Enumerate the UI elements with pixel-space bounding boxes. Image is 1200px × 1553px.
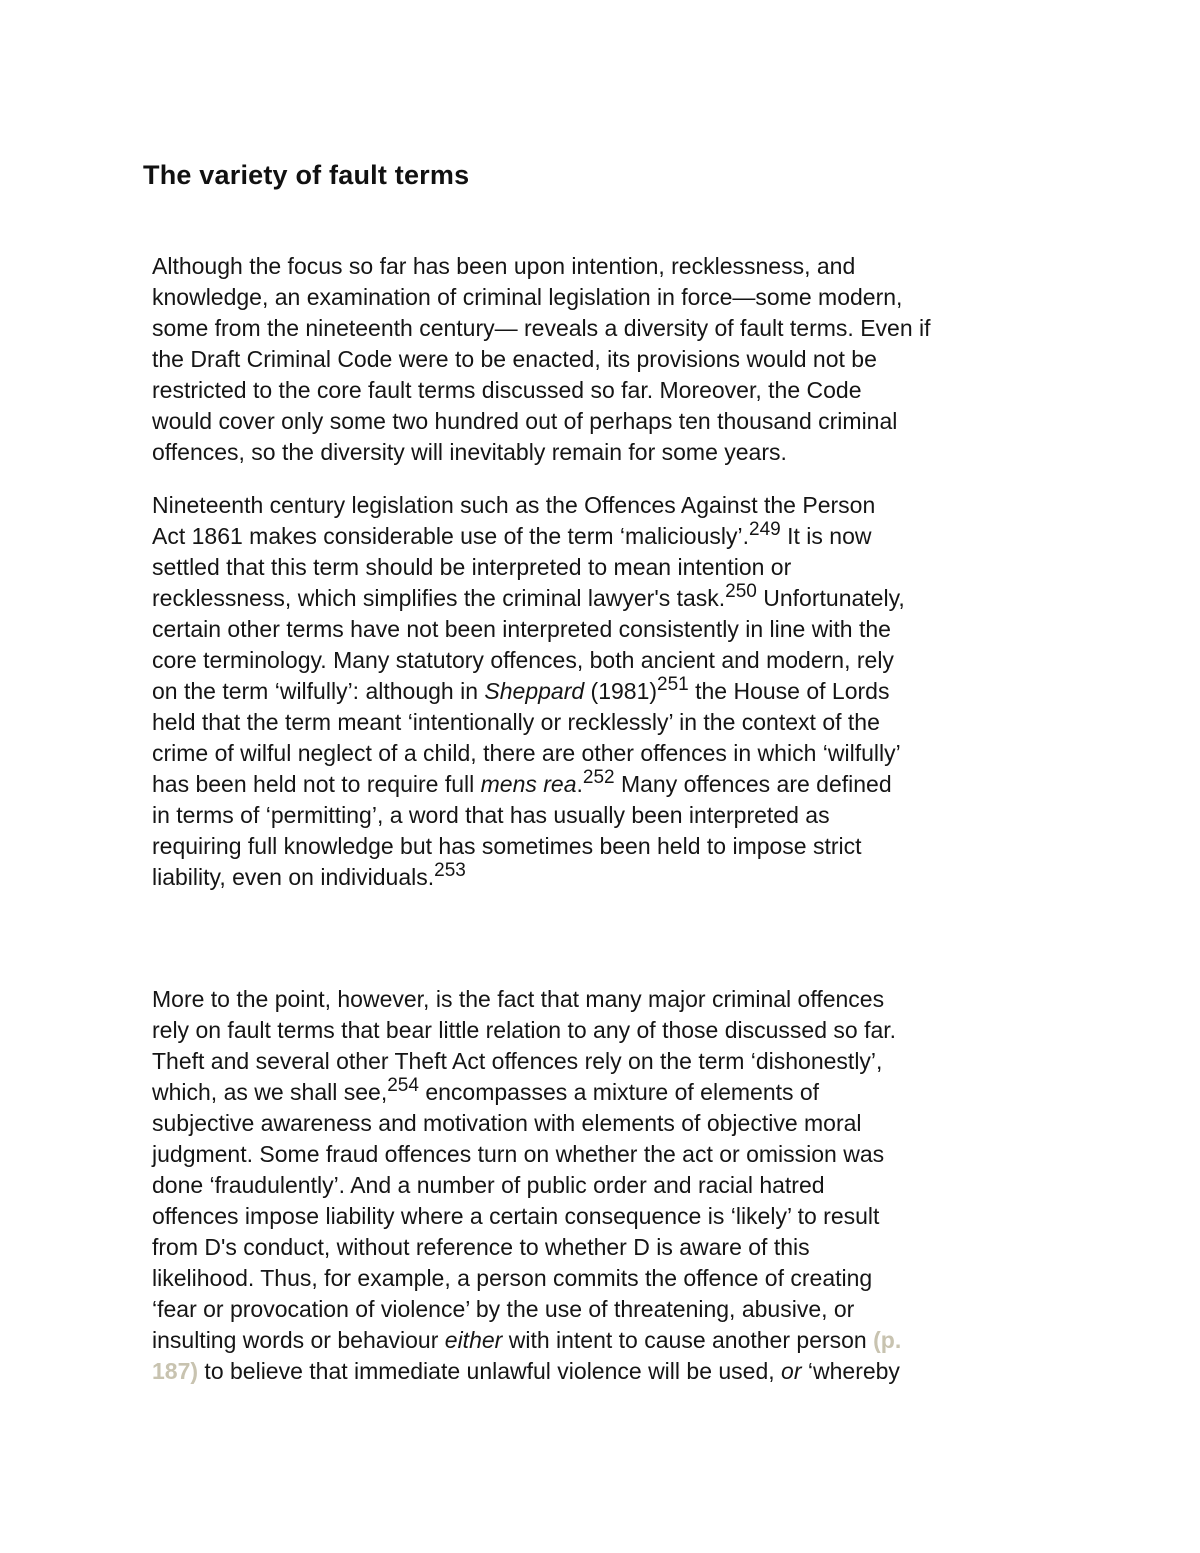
text-line [152,1077,1072,1108]
text-line: judgment. Some fraud offences turn on whether the act or omission was [152,1141,885,1167]
text-line [152,1356,1072,1387]
text-line: offences, so the diversity will inevitably remain for some years. [152,439,787,465]
text-segment: (1981) [584,678,658,704]
text-line [152,583,1072,614]
text-line: More to the point, however, is the fact that many major criminal offences [152,986,885,1012]
text-segment: ‘whereby [801,1358,900,1384]
text-segment: recklessness, which simplifies the criminal lawyer's task. [152,585,726,611]
paragraph-major-offences [152,984,1072,1387]
text-line: core terminology. Many statutory offences, both ancient and modern, rely [152,647,894,673]
text-line: settled that this term should be interpreted to mean intention or [152,554,792,580]
text-segment: insulting words or behaviour [152,1327,445,1353]
text-segment: It is now [780,523,872,549]
case-name: Sheppard [484,678,585,704]
text-line: requiring full knowledge but has sometimes been held to impose strict [152,833,862,859]
latin-term: mens rea [480,771,577,797]
text-segment: liability, even on individuals. [152,864,435,890]
footnote-ref-250[interactable]: 250 [725,581,757,602]
footnote-ref-254[interactable]: 254 [387,1075,419,1096]
text-segment: to believe that immediate unlawful violence will be used, [198,1358,782,1384]
text-segment: Many offences are defined [614,771,892,797]
page-reference-start: (p. [873,1327,902,1353]
text-line: rely on fault terms that bear little relation to any of those discussed so far. [152,1017,897,1043]
emphasis-or: or [781,1358,802,1384]
text-line: Although the focus so far has been upon intention, recklessness, and [152,253,856,279]
text-line: crime of wilful neglect of a child, there are other offences in which ‘wilfully’ [152,740,901,766]
text-segment: on the term ‘wilfully’: although in [152,678,485,704]
text-line: done ‘fraudulently’. And a number of public order and racial hatred [152,1172,825,1198]
footnote-ref-253[interactable]: 253 [434,860,466,881]
text-line: Theft and several other Theft Act offences rely on the term ‘dishonestly’, [152,1048,883,1074]
text-line: Nineteenth century legislation such as the Offences Against the Person [152,492,876,518]
text-line: restricted to the core fault terms discussed so far. Moreover, the Code [152,377,862,403]
text-line [152,676,1072,707]
text-line: some from the nineteenth century— reveals a diversity of fault terms. Even if [152,315,931,341]
footnote-ref-249[interactable]: 249 [749,519,781,540]
text-line: from D's conduct, without reference to whether D is aware of this [152,1234,810,1260]
text-segment: encompasses a mixture of elements of [418,1079,820,1105]
text-line: in terms of ‘permitting’, a word that has usually been interpreted as [152,802,830,828]
text-line: the Draft Criminal Code were to be enacted, its provisions would not be [152,346,877,372]
text-segment: has been held not to require full [152,771,481,797]
text-segment: Unfortunately, [756,585,905,611]
text-line [152,769,1072,800]
footnote-ref-252[interactable]: 252 [582,767,615,788]
text-segment: with intent to cause another person [502,1327,874,1353]
text-line [152,862,1072,893]
page-reference-end: 187) [152,1358,199,1384]
text-line: certain other terms have not been interpreted consistently in line with the [152,616,891,642]
emphasis-either: either [444,1327,503,1353]
text-line: knowledge, an examination of criminal legislation in force—some modern, [152,284,903,310]
text-line: subjective awareness and motivation with elements of objective moral [152,1110,862,1136]
text-line [152,521,1072,552]
text-line: held that the term meant ‘intentionally or recklessly’ in the context of the [152,709,880,735]
text-line: likelihood. Thus, for example, a person commits the offence of creating [152,1265,873,1291]
text-segment: which, as we shall see, [152,1079,388,1105]
paragraph-nineteenth-century [152,490,1072,893]
text-segment: . [576,771,583,797]
paragraph-intro [152,251,1072,468]
text-segment: the House of Lords [688,678,890,704]
text-line: would cover only some two hundred out of perhaps ten thousand criminal [152,408,898,434]
text-segment: Act 1861 makes considerable use of the term ‘maliciously’. [152,523,750,549]
text-line [152,1325,1072,1356]
footnote-ref-251[interactable]: 251 [657,674,689,695]
section-heading: The variety of fault terms [143,160,470,190]
text-line: ‘fear or provocation of violence’ by the use of threatening, abusive, or [152,1296,855,1322]
text-line: offences impose liability where a certain consequence is ‘likely’ to result [152,1203,880,1229]
